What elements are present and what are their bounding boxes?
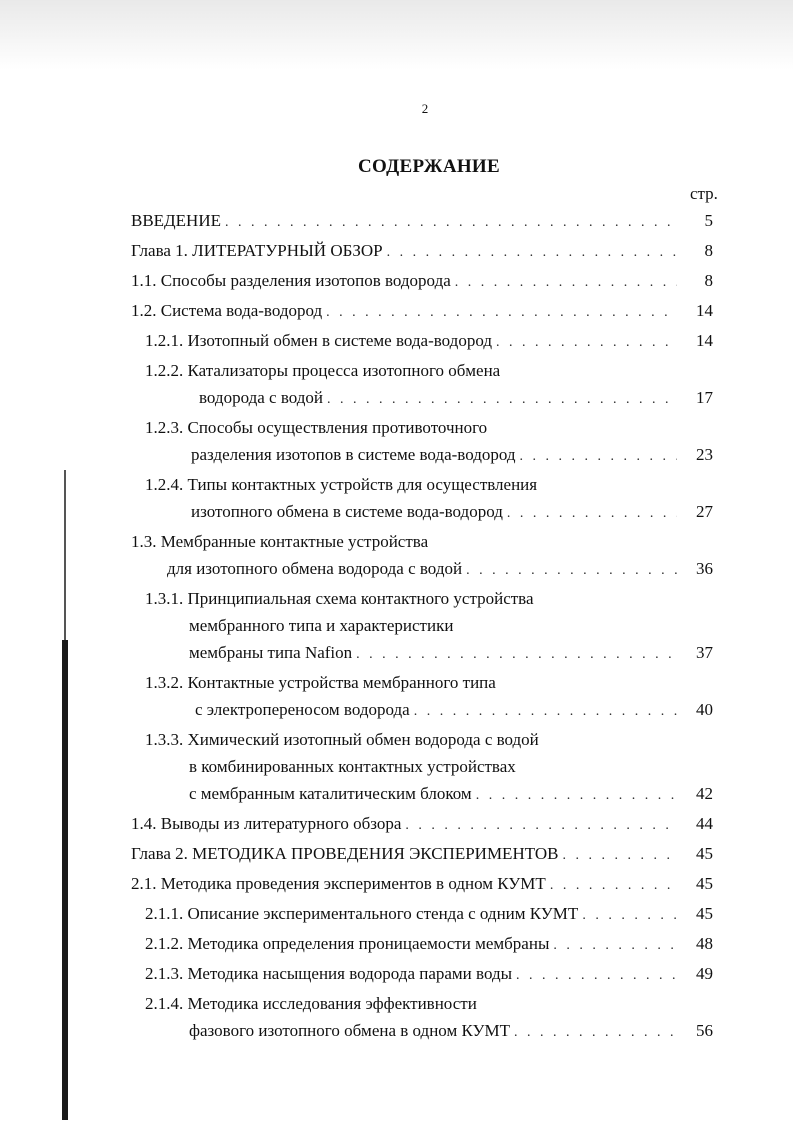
toc-page-number: 5 xyxy=(704,211,713,230)
toc-leader-dots xyxy=(466,557,677,584)
toc-entry xyxy=(131,327,713,354)
toc-entry-line xyxy=(131,810,713,837)
toc-entry xyxy=(131,960,713,987)
toc-page-number: 40 xyxy=(696,700,713,719)
toc-leader-dots xyxy=(520,443,677,470)
toc-entry xyxy=(131,585,713,666)
toc-entry xyxy=(131,297,713,324)
toc-entry-text: Глава 2. МЕТОДИКА ПРОВЕДЕНИЯ ЭКСПЕРИМЕНТОВ xyxy=(131,844,559,863)
toc-leader-dots xyxy=(563,842,678,869)
toc-leader-dots xyxy=(414,698,677,725)
toc-entry-line xyxy=(131,327,713,354)
toc-entry xyxy=(131,870,713,897)
table-of-contents xyxy=(131,207,713,1044)
toc-entry xyxy=(131,810,713,837)
toc-page-number: 14 xyxy=(696,331,713,350)
toc-page-number: 8 xyxy=(704,271,713,290)
toc-entry-text: 1.3.1. Принципиальная схема контактного устройства xyxy=(145,589,534,608)
toc-entry-line xyxy=(131,669,713,696)
toc-entry-text: 1.2.3. Способы осуществления противоточного xyxy=(145,418,488,437)
toc-leader-dots xyxy=(225,209,677,236)
toc-entry xyxy=(131,840,713,867)
toc-entry-line xyxy=(131,990,713,1017)
toc-entry-line xyxy=(131,612,713,639)
toc-entry-text: 1.4. Выводы из литературного обзора xyxy=(131,814,402,833)
toc-entry-line xyxy=(131,267,713,294)
toc-entry-text: 1.3.2. Контактные устройства мембранного типа xyxy=(145,673,496,692)
toc-entry xyxy=(131,471,713,525)
toc-leader-dots xyxy=(582,902,677,929)
toc-entry-text: 1.1. Способы разделения изотопов водорода xyxy=(131,271,451,290)
toc-entry-text: 2.1.1. Описание экспериментального стенда с одним КУМТ xyxy=(145,904,579,923)
toc-entry xyxy=(131,357,713,411)
page-column-header: стр. xyxy=(690,184,718,203)
toc-entry-line xyxy=(131,870,713,897)
toc-page-number: 49 xyxy=(696,964,713,983)
toc-leader-dots xyxy=(326,299,677,326)
toc-entry-text: мембраны типа Nafion xyxy=(189,643,353,662)
toc-page-number: 48 xyxy=(696,934,713,953)
page-title: СОДЕРЖАНИЕ xyxy=(358,156,500,177)
toc-leader-dots xyxy=(516,962,677,989)
toc-entry xyxy=(131,414,713,468)
toc-entry-text: 1.2.2. Катализаторы процесса изотопного обмена xyxy=(145,361,501,380)
toc-page-number: 23 xyxy=(696,445,713,464)
toc-page-number: 42 xyxy=(696,784,713,803)
toc-leader-dots xyxy=(514,1019,677,1046)
scan-edge-bar xyxy=(62,640,68,1120)
toc-page-number: 45 xyxy=(696,844,713,863)
toc-leader-dots xyxy=(356,641,677,668)
toc-entry xyxy=(131,267,713,294)
toc-entry-line xyxy=(131,696,713,723)
toc-page-number: 36 xyxy=(696,559,713,578)
toc-entry-line xyxy=(131,357,713,384)
toc-page-number: 17 xyxy=(696,388,713,407)
toc-entry-text: 2.1.3. Методика насыщения водорода парами воды xyxy=(145,964,513,983)
toc-entry-text: мембранного типа и характеристики xyxy=(189,616,454,635)
toc-entry-line xyxy=(131,297,713,324)
toc-entry-text: с электропереносом водорода xyxy=(195,700,410,719)
toc-entry-text: 1.3. Мембранные контактные устройства xyxy=(131,532,429,551)
toc-entry-line xyxy=(131,1017,713,1044)
toc-entry xyxy=(131,528,713,582)
toc-entry-line xyxy=(131,414,713,441)
toc-entry xyxy=(131,930,713,957)
toc-entry xyxy=(131,669,713,723)
toc-entry-text: 2.1.4. Методика исследования эффективности xyxy=(145,994,477,1013)
toc-leader-dots xyxy=(405,812,677,839)
toc-entry-line xyxy=(131,237,713,264)
page-number: 2 xyxy=(421,101,429,116)
toc-entry-line xyxy=(131,960,713,987)
toc-page-number: 45 xyxy=(696,874,713,893)
toc-entry-text: с мембранным каталитическим блоком xyxy=(189,784,472,803)
toc-entry-line xyxy=(131,840,713,867)
toc-page-number: 27 xyxy=(696,502,713,521)
toc-entry-text: ВВЕДЕНИЕ xyxy=(131,211,221,230)
toc-entry xyxy=(131,990,713,1044)
toc-entry-line xyxy=(131,780,713,807)
toc-leader-dots xyxy=(327,386,677,413)
toc-page-number: 56 xyxy=(696,1021,713,1040)
toc-entry xyxy=(131,237,713,264)
toc-entry-text: изотопного обмена в системе вода-водород xyxy=(191,502,503,521)
toc-entry-line xyxy=(131,753,713,780)
toc-entry-text: для изотопного обмена водорода с водой xyxy=(167,559,463,578)
toc-entry-line xyxy=(131,528,713,555)
scan-shading xyxy=(0,0,793,70)
toc-entry-text: 1.2. Система вода-водород xyxy=(131,301,323,320)
scan-edge-line xyxy=(64,470,66,640)
toc-entry-line xyxy=(131,930,713,957)
toc-entry-line xyxy=(131,726,713,753)
toc-entry-line xyxy=(131,900,713,927)
toc-page-number: 37 xyxy=(696,643,713,662)
toc-entry-line xyxy=(131,555,713,582)
toc-entry xyxy=(131,726,713,807)
toc-entry xyxy=(131,900,713,927)
toc-entry-text: 1.3.3. Химический изотопный обмен водорода с водой xyxy=(145,730,539,749)
toc-entry-text: 2.1. Методика проведения экспериментов в одном КУМТ xyxy=(131,874,546,893)
toc-leader-dots xyxy=(553,932,677,959)
toc-leader-dots xyxy=(387,239,677,266)
toc-entry-text: водорода с водой xyxy=(199,388,323,407)
toc-entry-text: 2.1.2. Методика определения проницаемости мембраны xyxy=(145,934,550,953)
toc-leader-dots xyxy=(496,329,677,356)
toc-page-number: 8 xyxy=(704,241,713,260)
toc-leader-dots xyxy=(550,872,677,899)
toc-entry-text: фазового изотопного обмена в одном КУМТ xyxy=(189,1021,511,1040)
toc-page-number: 14 xyxy=(696,301,713,320)
toc-page-number: 45 xyxy=(696,904,713,923)
toc-leader-dots xyxy=(476,782,677,809)
toc-entry-line xyxy=(131,498,713,525)
toc-entry-line xyxy=(131,585,713,612)
toc-leader-dots xyxy=(507,500,677,527)
toc-page-number: 44 xyxy=(696,814,713,833)
toc-entry-text: 1.2.1. Изотопный обмен в системе вода-водород xyxy=(145,331,492,350)
toc-entry-line xyxy=(131,441,713,468)
toc-leader-dots xyxy=(455,269,677,296)
toc-entry-line xyxy=(131,471,713,498)
toc-entry-line xyxy=(131,639,713,666)
toc-entry-text: в комбинированных контактных устройствах xyxy=(189,757,516,776)
toc-entry-line xyxy=(131,207,713,234)
toc-entry-text: 1.2.4. Типы контактных устройств для осуществления xyxy=(145,475,538,494)
toc-entry xyxy=(131,207,713,234)
toc-entry-text: разделения изотопов в системе вода-водород xyxy=(191,445,516,464)
toc-entry-line xyxy=(131,384,713,411)
toc-entry-text: Глава 1. ЛИТЕРАТУРНЫЙ ОБЗОР xyxy=(131,241,383,260)
